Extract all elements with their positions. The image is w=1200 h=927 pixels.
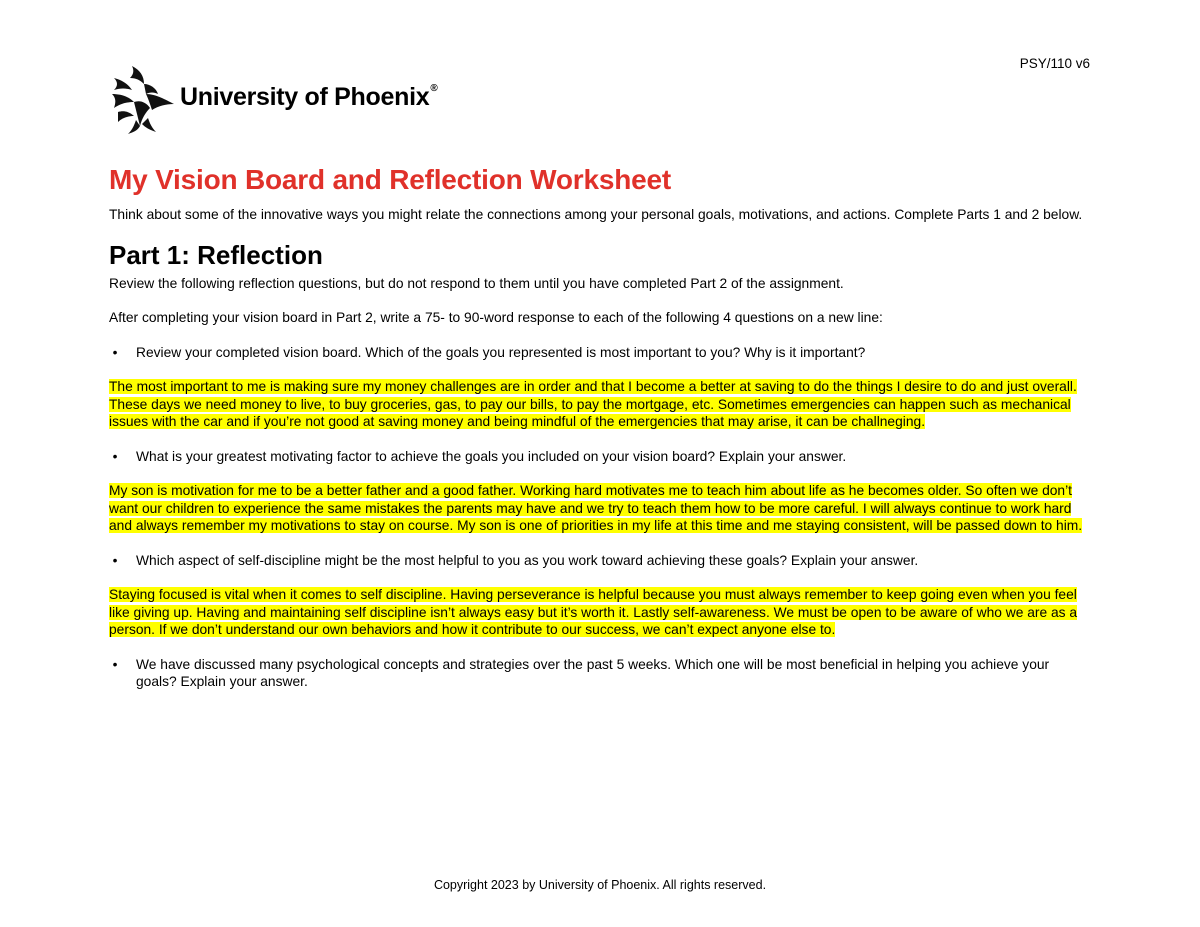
question-4-text: We have discussed many psychological concepts and strategies over the past 5 weeks. Which one will be most beneficial in helping you achieve your goals? Explain your answer. (136, 656, 1050, 689)
logo-text: University of Phoenix® (180, 82, 438, 111)
question-1-list (109, 344, 1093, 362)
document-title: My Vision Board and Reflection Worksheet (109, 164, 671, 195)
worksheet-content (109, 164, 1093, 708)
question-3-list (109, 552, 1093, 570)
question-3-text: Which aspect of self-discipline might be the most helpful to you as you work toward achieving these goals? Explain your answer. (136, 552, 919, 568)
question-1-text: Review your completed vision board. Which of the goals you represented is most important to you? Why is it important? (136, 344, 866, 360)
question-1 (109, 344, 1093, 362)
course-code: PSY/110 v6 (1019, 56, 1090, 71)
answer-3-text[interactable]: Staying focused is vital when it comes to self discipline. Having perseverance is helpful because you must always remember to keep going even when you feel like giving up. Having and maintaining self discipline isn’t always easy but it’s worth it. Lastly self-awareness. We must be open to be aware of who we are as a person. If we don’t understand our own behaviors and how it contribute to our success, we can’t expect anyone else to. (109, 587, 1078, 637)
answer-2-text[interactable]: My son is motivation for me to be a better father and a good father. Working hard motivates me to teach him about life as he becomes older. So often we don’t want our children to experience the same mistakes the parents may have and we try to teach them how to be more careful. I will always continue to work hard and always remember my motivations to stay on course. My son is one of priorities in my life at this time and me staying consistent, will be passed down to him. (109, 483, 1083, 533)
answer-1[interactable] (109, 378, 1093, 431)
answer-3[interactable] (109, 586, 1093, 639)
answer-2[interactable] (109, 482, 1093, 535)
registered-mark: ® (430, 82, 438, 94)
question-2-text: What is your greatest motivating factor to achieve the goals you included on your vision board? Explain your answer. (136, 448, 847, 464)
bullet-icon: • (112, 656, 118, 672)
question-3 (109, 552, 1093, 570)
university-logo (110, 64, 437, 136)
part1-heading: Part 1: Reflection (109, 239, 323, 270)
question-4-list (109, 656, 1093, 691)
phoenix-bird-icon (110, 64, 176, 136)
bullet-icon: • (112, 552, 118, 568)
question-4 (109, 656, 1093, 691)
copyright-footer: Copyright 2023 by University of Phoenix. All rights reserved. (433, 878, 767, 892)
intro-paragraph: Think about some of the innovative ways you might relate the connections among your personal goals, motivations, and actions. Complete Parts 1 and 2 below. (109, 207, 1083, 222)
part1-instructions: Review the following reflection questions, but do not respond to them until you have completed Part 2 of the assignment. (109, 275, 844, 291)
answer-1-text[interactable]: The most important to me is making sure my money challenges are in order and that I become a better at saving to do the things I desire to do and just overall. These days we need money to live, to buy groceries, gas, to pay our bills, to pay the mortgage, etc. Sometimes emergencies can happen such as mechanical issues with the car and if you’re not good at saving money and being mindful of the emergencies that may arise, it can be challneging. (109, 379, 1077, 429)
question-2-list (109, 448, 1093, 466)
bullet-icon: • (112, 448, 118, 464)
bullet-icon: • (112, 344, 118, 360)
part1-response-instructions: After completing your vision board in Part 2, write a 75- to 90-word response to each of the following 4 questions on a new line: (109, 310, 883, 325)
question-2 (109, 448, 1093, 466)
